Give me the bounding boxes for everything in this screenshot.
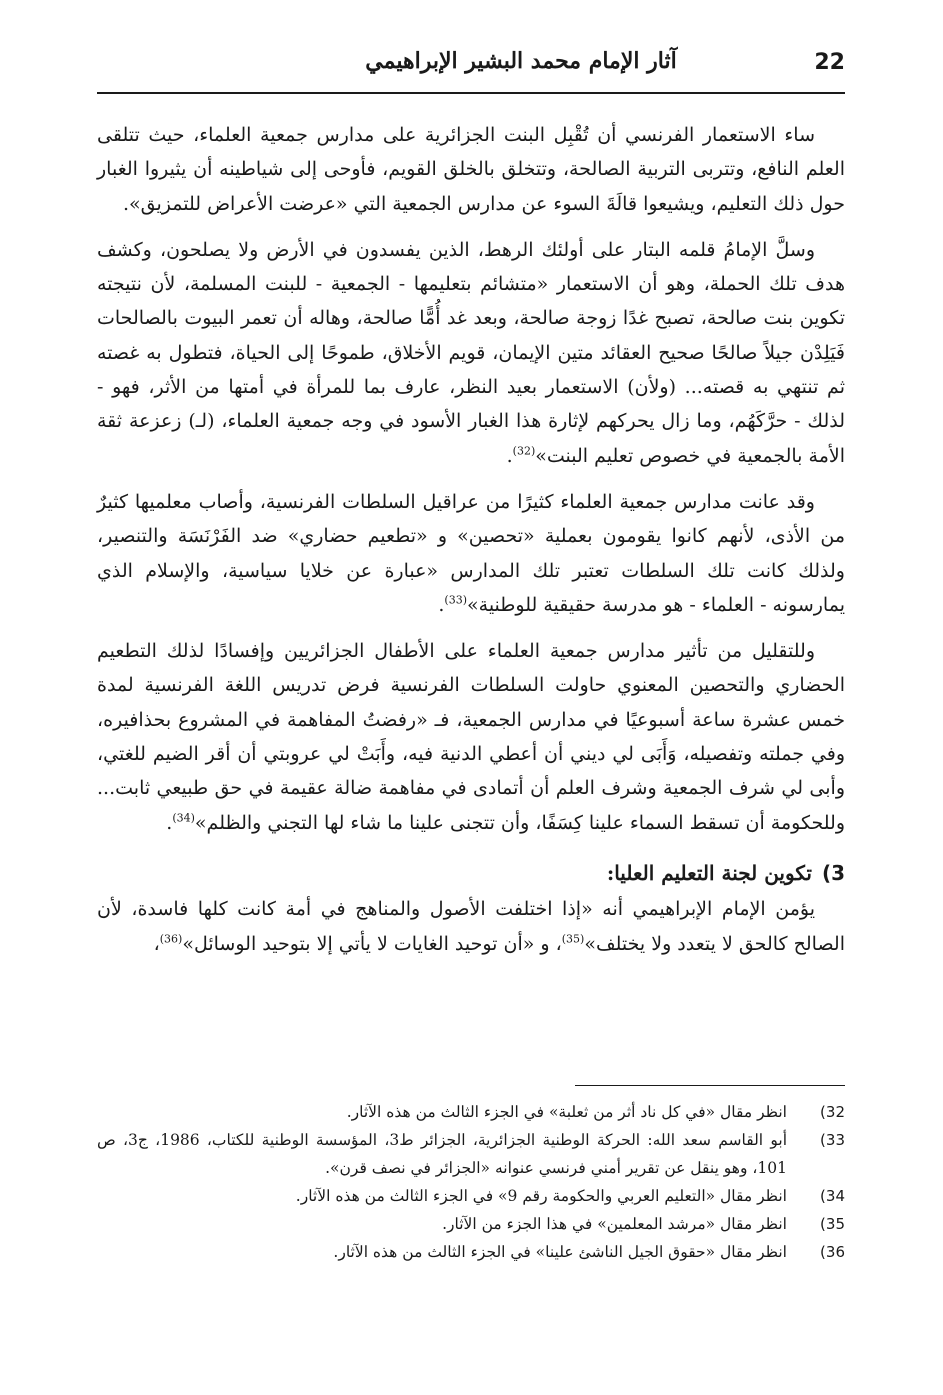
footnote-ref-32: (32) [512, 444, 536, 458]
footnote-ref-33: (33) [444, 593, 468, 607]
section-title: تكوين لجنة التعليم العليا: [606, 860, 812, 885]
paragraph-3-text: وقد عانت مدارس جمعية العلماء كثيرًا من عراقيل السلطات الفرنسية، وأصاب معلميها كثيرٌ من الأذى، لأنهم كانوا يقومون بعملية «تحصين» و «تطعيم حضاري» ضد الفَرْنَسَة والتنصير، ولذلك كانت تلك السلطات تعتبر تلك المدارس «عبارة عن خلايا سياسية، والإسلام الذي يمارسونه - العلماء - هو مدرسة حقيقية للوطنية» [97, 490, 845, 616]
footnote-32 [97, 1098, 845, 1126]
paragraph-5-text-a: يؤمن الإمام الإبراهيمي أنه «إذا اختلفت الأصول والمناهج في أمة كانت كلها فاسدة، لأن الصالح كالحق لا يتعدد ولا يختلف» [97, 898, 845, 955]
page-number: 22 [814, 50, 845, 75]
section-number: 3) [821, 860, 845, 885]
footnote-rule [575, 1085, 845, 1086]
footnote-ref-34: (34) [172, 811, 195, 825]
paragraph-2: وسلَّ الإمامُ قلمه البتار على أولئك الرهط، الذين يفسدون في الأرض ولا يصلحون، وكشف هدف تلك الحملة، وهو أن الاستعمار «متشائم بتعليمها - الجمعية - للبنت المسلمة، لأن نتيجته تكوين بنت صالحة، تصبح غدًا زوجة صالحة، وبعد غد أُمًّا صالحة، وهاله أن تعمر البيوت بالصالحات فَيَلِدْن جيلاً صالحًا صحيح العقائد متين الإيمان، قويم الأخلاق، طموحًا إلى الحياة، فتطول به غصته ثم تنتهي به قصته... (ولأن) الاستعمار بعيد النظر، عارف بما للمرأة في أمتها من الأثر، فهو - لذلك - حرَّكَهُم، وما زال يحركهم لإثارة هذا الغبار الأسود في وجه جمعية العلماء، (لـ) زعزعة ثقة الأمة بالجمعية في خصوص تعليم البنت»$^{(32)}$. [97, 238, 845, 467]
footnote-34 [97, 1182, 845, 1210]
paragraph-1-text: ساء الاستعمار الفرنسي أن تُقْبِل البنت الجزائرية على مدارس جمعية العلماء، حيث تتلقى العلم النافع، وتتربى التربية الصالحة، وتتخلق بالخلق القويم، فأوحى إلى شياطينه أن يثيروا الغبار حول ذلك التعليم، ويشيعوا قالَةَ السوء عن مدارس الجمعية التي «عرضت الأعراض للتمزيق». [97, 124, 845, 215]
footnote-number: 34) [820, 1187, 845, 1205]
section-heading [97, 856, 845, 890]
footnote-33 [97, 1126, 845, 1182]
footnote-number: 32) [820, 1103, 845, 1121]
footnote-35 [97, 1210, 845, 1238]
footnote-number: 36) [820, 1243, 845, 1261]
footnote-text: انظر مقال «في كل ناد أثر من ثعلبة» في الجزء الثالث من هذه الآثار. [346, 1103, 787, 1121]
paragraph-5-text-c: ، [153, 932, 160, 955]
paragraph-4: وللتقليل من تأثير مدارس جمعية العلماء على الأطفال الجزائريين وإفسادًا لذلك التطعيم الحضاري والتحصين المعنوي حاولت السلطات الفرنسية فرض تدريس اللغة الفرنسية لمدة خمس عشرة ساعة أسبوعيًا في مدارس الجمعية، فـ «رفضتُ المفاهمة في المشروع بحذافيره، وفي جملته وتفصيله، وَأَبَى لي ديني أن أعطي الدنية فيه، وأَبَتْ لي عروبتي أن أقر الضيم للغتي، وأبى لي شرف الجمعية وشرف العلم أن أتمادى في مفاهمة ضالة عقيمة في حق طبيعي ثابت... وللحكومة أن تسقط السماء علينا كِسَفًا، وأن تتجنى علينا ما شاء لها التجني والظلم»$^{(34)}$. [97, 640, 845, 834]
footnotes [97, 1098, 845, 1266]
paragraph-1 [97, 118, 845, 221]
paragraph-3: وقد عانت مدارس جمعية العلماء كثيرًا من عراقيل السلطات الفرنسية، وأصاب معلميها كثيرٌ من الأذى، لأنهم كانوا يقومون بعملية «تحصين» و «تطعيم حضاري» ضد الفَرْنَسَة والتنصير، ولذلك كانت تلك السلطات تعتبر تلك المدارس «عبارة عن خلايا سياسية، والإسلام الذي يمارسونه - العلماء - هو مدرسة حقيقية للوطنية»$^{(33)}$. [97, 490, 845, 616]
footnote-36 [97, 1238, 845, 1266]
paragraph-5 [97, 892, 845, 961]
footnote-text: انظر مقال «حقوق الجيل الناشئ علينا» في الجزء الثالث من هذه الآثار. [333, 1243, 787, 1261]
footnote-ref-36: (36) [159, 932, 183, 946]
footnote-text: انظر مقال «التعليم العربي والحكومة رقم 9» في الجزء الثالث من هذه الآثار. [295, 1187, 787, 1205]
footnote-number: 35) [820, 1215, 845, 1233]
footnote-text: انظر مقال «مرشد المعلمين» في هذا الجزء من الآثار. [442, 1215, 787, 1233]
paragraph-2-text: وسلَّ الإمامُ قلمه البتار على أولئك الرهط، الذين يفسدون في الأرض ولا يصلحون، وكشف هدف تلك الحملة، وهو أن الاستعمار «متشائم بتعليمها - الجمعية - للبنت المسلمة، لأن نتيجته تكوين بنت صالحة، تصبح غدًا زوجة صالحة، وبعد غد أُمًّا صالحة، وهاله أن تعمر البيوت بالصالحات فَيَلِدْن جيلاً صالحًا صحيح العقائد متين الإيمان، قويم الأخلاق، طموحًا إلى الحياة، فتطول به غصته ثم تنتهي به قصته... (ولأن) الاستعمار بعيد النظر، عارف بما للمرأة في أمتها من الأثر، فهو - لذلك - حرَّكَهُم، وما زال يحركهم لإثارة هذا الغبار الأسود في وجه جمعية العلماء، (لـ) زعزعة ثقة الأمة بالجمعية في خصوص تعليم البنت» [97, 238, 845, 467]
body-text [97, 118, 845, 973]
footnote-ref-35: (35) [561, 932, 585, 946]
running-title: آثار الإمام محمد البشير الإبراهيمي [365, 48, 677, 74]
paragraph-5-text-b: ، و «أن توحيد الغايات لا يأتي إلا بتوحيد الوسائل» [182, 932, 562, 955]
page-header [97, 42, 845, 90]
header-rule [97, 92, 845, 94]
footnote-text: أبو القاسم سعد الله: الحركة الوطنية الجزائرية، الجزائر ط3، المؤسسة الوطنية للكتاب، 1986، ج3، ص 101، وهو ينقل عن تقرير أمني فرنسي عنوانه «الجزائر في نصف قرن». [97, 1131, 788, 1177]
footnote-number: 33) [820, 1131, 845, 1149]
paragraph-4-text: وللتقليل من تأثير مدارس جمعية العلماء على الأطفال الجزائريين وإفسادًا لذلك التطعيم الحضاري والتحصين المعنوي حاولت السلطات الفرنسية فرض تدريس اللغة الفرنسية لمدة خمس عشرة ساعة أسبوعيًا في مدارس الجمعية، فـ «رفضتُ المفاهمة في المشروع بحذافيره، وفي جملته وتفصيله، وَأَبَى لي ديني أن أعطي الدنية فيه، وأَبَتْ لي عروبتي أن أقر الضيم للغتي، وأبى لي شرف الجمعية وشرف العلم أن أتمادى في مفاهمة ضالة عقيمة في حق طبيعي ثابت... وللحكومة أن تسقط السماء علينا كِسَفًا، وأن تتجنى علينا ما شاء لها التجني والظلم» [97, 640, 845, 834]
